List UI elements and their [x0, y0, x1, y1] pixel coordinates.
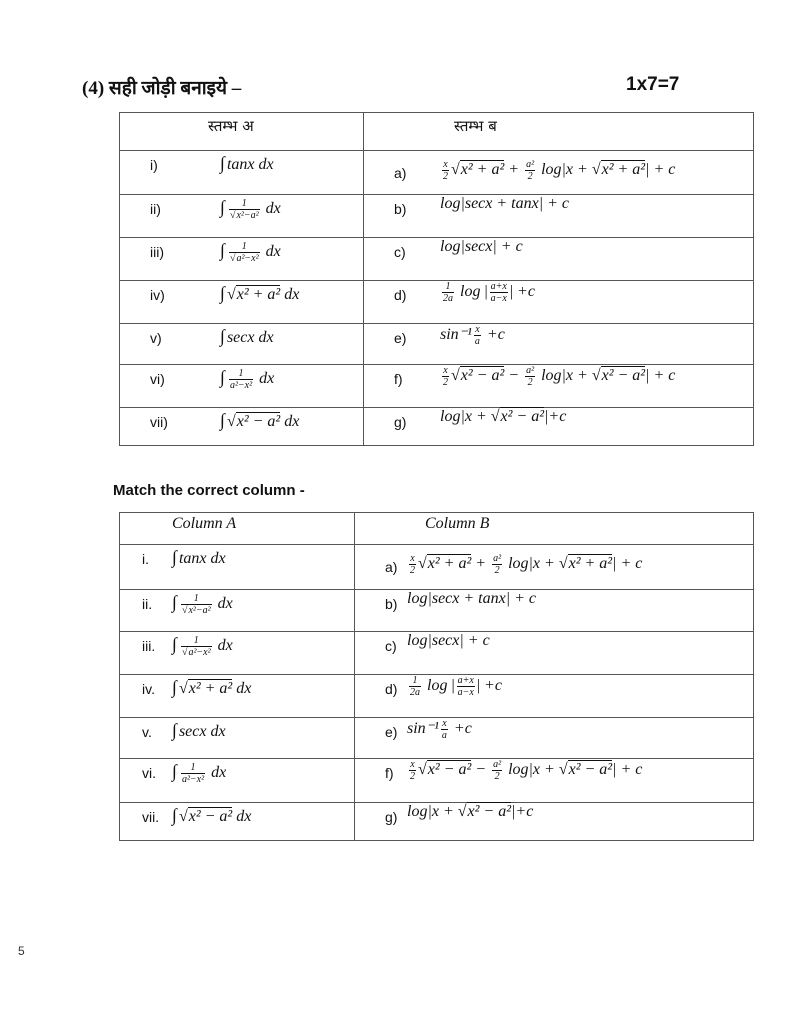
column-a-cell	[120, 195, 364, 238]
math-token: 2	[494, 565, 500, 576]
math-token: x² − a²	[568, 761, 613, 779]
item-label: ii)	[150, 201, 161, 217]
table-row	[120, 281, 754, 324]
math-token: tanx dx	[226, 156, 274, 173]
integral-expression	[172, 547, 226, 568]
math-token: dx	[265, 243, 281, 260]
math-token: log|secx| + c	[440, 238, 523, 255]
integral-expression: ∫ √x² − a² dx	[220, 410, 300, 430]
math-token: a²	[526, 365, 535, 376]
column-b-cell	[355, 590, 754, 632]
integral-sign: ∫	[172, 720, 177, 740]
answer-expression: $\frac{x}{2}$ √x² + a² + $\frac{\text{a²}}{2}$ log|x + √x² + a²| + c	[410, 553, 643, 576]
math-token: dx	[217, 595, 233, 612]
answer-expression: $\frac{1}{2a}$ log | $\frac{a+x}{a-x}$ | +c	[410, 675, 502, 698]
item-label: iv)	[150, 287, 165, 303]
match-table-hindi	[119, 112, 754, 446]
math-token: | + c	[612, 555, 643, 573]
integral-expression	[220, 153, 274, 174]
math-token: x²−a²	[188, 604, 211, 616]
column-a-cell	[120, 632, 355, 675]
match-table-english	[119, 512, 754, 841]
math-token: a²	[493, 553, 502, 564]
column-a-cell	[120, 759, 355, 803]
integral-expression	[220, 326, 274, 347]
column-b-cell	[355, 675, 754, 718]
fraction	[441, 718, 448, 741]
fraction	[442, 365, 449, 388]
column-b-header: Column B	[355, 513, 754, 545]
item-label: iii.	[142, 638, 156, 654]
math-token: 2	[410, 771, 415, 782]
math-token: log|x +	[407, 803, 458, 820]
math-token: sin⁻¹	[440, 326, 472, 344]
answer-expression: $\frac{x}{2}$ √x² + a² + $\frac{\text{a²}}{2}$ log|x + √x² + a²| + c	[443, 159, 676, 182]
math-token: log|x +	[440, 408, 491, 425]
fraction	[409, 675, 421, 698]
math-token: a²	[526, 159, 535, 170]
math-token: −	[504, 367, 524, 385]
math-token: a+x	[490, 281, 507, 292]
math-token: 1	[445, 281, 451, 292]
item-label: i)	[150, 157, 158, 173]
integral-expression	[172, 634, 233, 658]
option-label: e)	[385, 724, 398, 740]
math-token: −	[471, 761, 491, 779]
math-token: 1	[241, 197, 247, 209]
math-token: 2	[494, 771, 500, 782]
table-row	[120, 408, 754, 446]
option-label: c)	[385, 638, 397, 654]
table-row	[120, 590, 754, 632]
column-a-cell	[120, 151, 364, 195]
math-token: a+x	[457, 675, 474, 686]
column-b-cell	[364, 324, 754, 365]
fraction	[457, 675, 475, 698]
column-b-cell	[355, 545, 754, 590]
fraction: $\frac{1}{\text{√x²−a²}}$	[181, 592, 211, 616]
math-token: x	[475, 324, 480, 335]
column-a-cell	[120, 324, 364, 365]
math-token: log|secx + tanx| + c	[440, 195, 570, 212]
fraction	[409, 759, 416, 782]
integral-sign: ∫	[172, 547, 177, 567]
table-row	[120, 195, 754, 238]
math-token: dx	[236, 680, 252, 697]
integral-sign: ∫	[172, 634, 177, 654]
math-token: x² − a²	[460, 367, 505, 385]
column-b-cell	[355, 803, 754, 841]
table-row	[120, 151, 754, 195]
option-label: f)	[394, 371, 403, 387]
column-b-cell	[364, 238, 754, 281]
math-token: log	[427, 677, 448, 695]
math-token: log	[460, 283, 481, 301]
math-token: tanx dx	[178, 550, 226, 567]
column-a-header: Column A	[120, 513, 355, 545]
item-label: vi)	[150, 371, 165, 387]
integral-sign: ∫	[172, 592, 177, 612]
math-token: dx	[236, 808, 252, 825]
option-label: f)	[385, 765, 394, 781]
fraction: $\frac{1}{\text{√x²−a²}}$	[229, 197, 259, 221]
math-token: log|x +	[537, 161, 592, 179]
answer-expression	[407, 632, 490, 650]
answer-expression: log|x + √x² − a²|+c	[407, 803, 534, 820]
column-b-cell	[364, 408, 754, 446]
integral-expression	[172, 761, 226, 785]
table-row	[120, 365, 754, 408]
math-token: x² − a²	[236, 413, 281, 430]
item-label: vii)	[150, 414, 168, 430]
table-row	[120, 238, 754, 281]
fraction	[525, 365, 535, 388]
math-token: dx	[211, 764, 227, 781]
column-b-cell	[355, 632, 754, 675]
answer-expression	[407, 718, 472, 741]
integral-sign: ∫	[220, 367, 225, 387]
math-token: 2	[443, 377, 448, 388]
integral-sign: ∫	[220, 197, 225, 217]
fraction	[229, 368, 253, 391]
answer-expression: $\frac{1}{2a}$ log | $\frac{a+x}{a-x}$ | +c	[443, 281, 535, 304]
option-label: d)	[394, 287, 407, 303]
math-token: 2	[527, 377, 533, 388]
math-token: x	[443, 365, 448, 376]
integral-sign: ∫	[172, 805, 177, 825]
math-token: a²−x²	[181, 773, 205, 785]
column-b-header: स्तम्भ ब	[364, 113, 754, 151]
item-label: v.	[142, 724, 152, 740]
column-a-cell	[120, 365, 364, 408]
math-token: log|x +	[537, 367, 592, 385]
column-b-cell	[364, 151, 754, 195]
math-token: 1	[241, 240, 247, 252]
answer-expression: $\frac{x}{2}$ √x² − a² − $\frac{\text{a²}}{2}$ log|x + √x² − a²| + c	[410, 759, 643, 782]
column-a-cell	[120, 675, 355, 718]
math-token: +c	[482, 326, 505, 344]
question-title-english: Match the correct column -	[113, 482, 305, 499]
column-a-header: स्तम्भ अ	[120, 113, 364, 151]
fraction: $\frac{1}{\text{√a²−x²}}$	[181, 634, 211, 658]
math-token: 1	[412, 675, 418, 686]
option-label: a)	[394, 165, 407, 181]
math-token: sin⁻¹	[407, 720, 439, 738]
math-token: | + c	[645, 367, 676, 385]
integral-expression	[220, 367, 274, 391]
math-token: x² + a²	[188, 680, 233, 697]
column-a-cell	[120, 545, 355, 590]
math-token: 2a	[410, 687, 420, 698]
item-label: vi.	[142, 765, 156, 781]
integral-expression: ∫ √x² + a² dx	[172, 677, 252, 697]
math-token: x² − a²	[188, 808, 233, 825]
math-token: a−x	[457, 687, 474, 698]
fraction: $\frac{1}{\text{√a²−x²}}$	[229, 240, 259, 264]
fraction	[409, 553, 416, 576]
math-token: dx	[217, 637, 233, 654]
column-b-cell	[355, 759, 754, 803]
integral-sign: ∫	[172, 677, 177, 697]
math-token: x²−a²	[236, 209, 259, 221]
math-token: log|x +	[504, 761, 559, 779]
math-token: a²	[493, 759, 502, 770]
integral-expression: ∫ √x² + a² dx	[220, 283, 300, 303]
column-b-cell	[364, 281, 754, 324]
math-token: x² − a²	[427, 761, 472, 779]
table-row	[120, 675, 754, 718]
math-token: a	[441, 730, 447, 741]
column-a-cell	[120, 718, 355, 759]
fraction	[525, 159, 535, 182]
table-row	[120, 759, 754, 803]
math-token: a	[474, 336, 480, 347]
integral-expression	[220, 240, 281, 264]
math-token: x² + a²	[601, 161, 646, 179]
answer-expression	[440, 238, 523, 256]
fraction	[181, 762, 205, 785]
math-token: x	[410, 553, 415, 564]
item-label: v)	[150, 330, 162, 346]
math-token: x² + a²	[568, 555, 613, 573]
page-number: 5	[18, 944, 25, 958]
answer-expression	[407, 590, 536, 608]
math-token: a²−x²	[236, 252, 259, 264]
column-b-cell	[355, 718, 754, 759]
math-token: +c	[449, 720, 472, 738]
option-label: g)	[385, 809, 398, 825]
column-b-cell	[364, 365, 754, 408]
fraction	[490, 281, 508, 304]
answer-expression	[440, 324, 505, 347]
math-token: x	[410, 759, 415, 770]
answer-expression: log|x + √x² − a²|+c	[440, 408, 567, 425]
math-token: 2	[527, 171, 533, 182]
math-token: log|secx| + c	[407, 632, 490, 649]
column-a-cell	[120, 238, 364, 281]
math-token: secx dx	[178, 723, 226, 740]
math-token: x² − a²	[601, 367, 646, 385]
math-token: +c	[480, 677, 502, 695]
integral-expression	[220, 197, 281, 221]
math-token: secx dx	[226, 329, 274, 346]
math-token: | + c	[612, 761, 643, 779]
math-token: 1	[190, 761, 196, 773]
item-label: i.	[142, 551, 149, 567]
table-row	[120, 324, 754, 365]
option-label: b)	[394, 201, 407, 217]
option-label: d)	[385, 681, 398, 697]
column-b-cell	[364, 195, 754, 238]
math-token: x² − a²	[500, 408, 545, 425]
math-token: dx	[259, 370, 275, 387]
fraction	[442, 281, 454, 304]
math-token: a−x	[490, 293, 507, 304]
integral-sign: ∫	[220, 326, 225, 346]
option-label: a)	[385, 559, 398, 575]
math-token: |+c	[511, 803, 534, 820]
fraction	[474, 324, 481, 347]
math-token: dx	[265, 200, 281, 217]
integral-sign: ∫	[220, 410, 225, 430]
math-token: +	[504, 161, 524, 179]
fraction	[442, 159, 449, 182]
math-token: 2a	[443, 293, 453, 304]
option-label: g)	[394, 414, 407, 430]
item-label: ii.	[142, 596, 153, 612]
item-label: vii.	[142, 809, 160, 825]
option-label: b)	[385, 596, 398, 612]
math-token: 1	[193, 592, 199, 604]
table-row	[120, 545, 754, 590]
math-token: dx	[284, 286, 300, 303]
option-label: e)	[394, 330, 407, 346]
question-title-hindi: (4) सही जोड़ी बनाइये –	[82, 78, 242, 99]
table-row	[120, 803, 754, 841]
math-token: x² + a²	[427, 555, 472, 573]
math-token: 1	[238, 367, 244, 379]
fraction	[492, 759, 502, 782]
column-a-cell	[120, 590, 355, 632]
math-token: 2	[410, 565, 415, 576]
math-token: a²−x²	[229, 379, 253, 391]
option-label: c)	[394, 244, 406, 260]
math-token: x	[442, 718, 447, 729]
fraction	[492, 553, 502, 576]
math-token: x² + a²	[236, 286, 281, 303]
integral-sign: ∫	[172, 761, 177, 781]
answer-expression: $\frac{x}{2}$ √x² − a² − $\frac{\text{a²}}{2}$ log|x + √x² − a²| + c	[443, 365, 676, 388]
column-a-cell	[120, 281, 364, 324]
item-label: iv.	[142, 681, 155, 697]
math-token: x² − a²	[467, 803, 512, 820]
integral-sign: ∫	[220, 240, 225, 260]
math-token: dx	[284, 413, 300, 430]
column-a-cell	[120, 803, 355, 841]
integral-sign: ∫	[220, 283, 225, 303]
math-token: 2	[443, 171, 448, 182]
math-token: log|secx + tanx| + c	[407, 590, 537, 607]
math-token: |+c	[544, 408, 567, 425]
integral-expression	[172, 720, 226, 741]
column-a-cell	[120, 408, 364, 446]
math-token: +c	[513, 283, 535, 301]
answer-expression	[440, 195, 569, 213]
integral-expression	[172, 592, 233, 616]
math-token: | + c	[645, 161, 676, 179]
math-token: +	[471, 555, 491, 573]
integral-expression: ∫ √x² − a² dx	[172, 805, 252, 825]
math-token: 1	[193, 634, 199, 646]
math-token: x	[443, 159, 448, 170]
math-token: a²−x²	[188, 646, 211, 658]
item-label: iii)	[150, 244, 164, 260]
math-token: log|x +	[504, 555, 559, 573]
marks-label: 1x7=7	[626, 74, 680, 95]
integral-sign: ∫	[220, 153, 225, 173]
table-row	[120, 718, 754, 759]
table-row	[120, 632, 754, 675]
math-token: x² + a²	[460, 161, 505, 179]
